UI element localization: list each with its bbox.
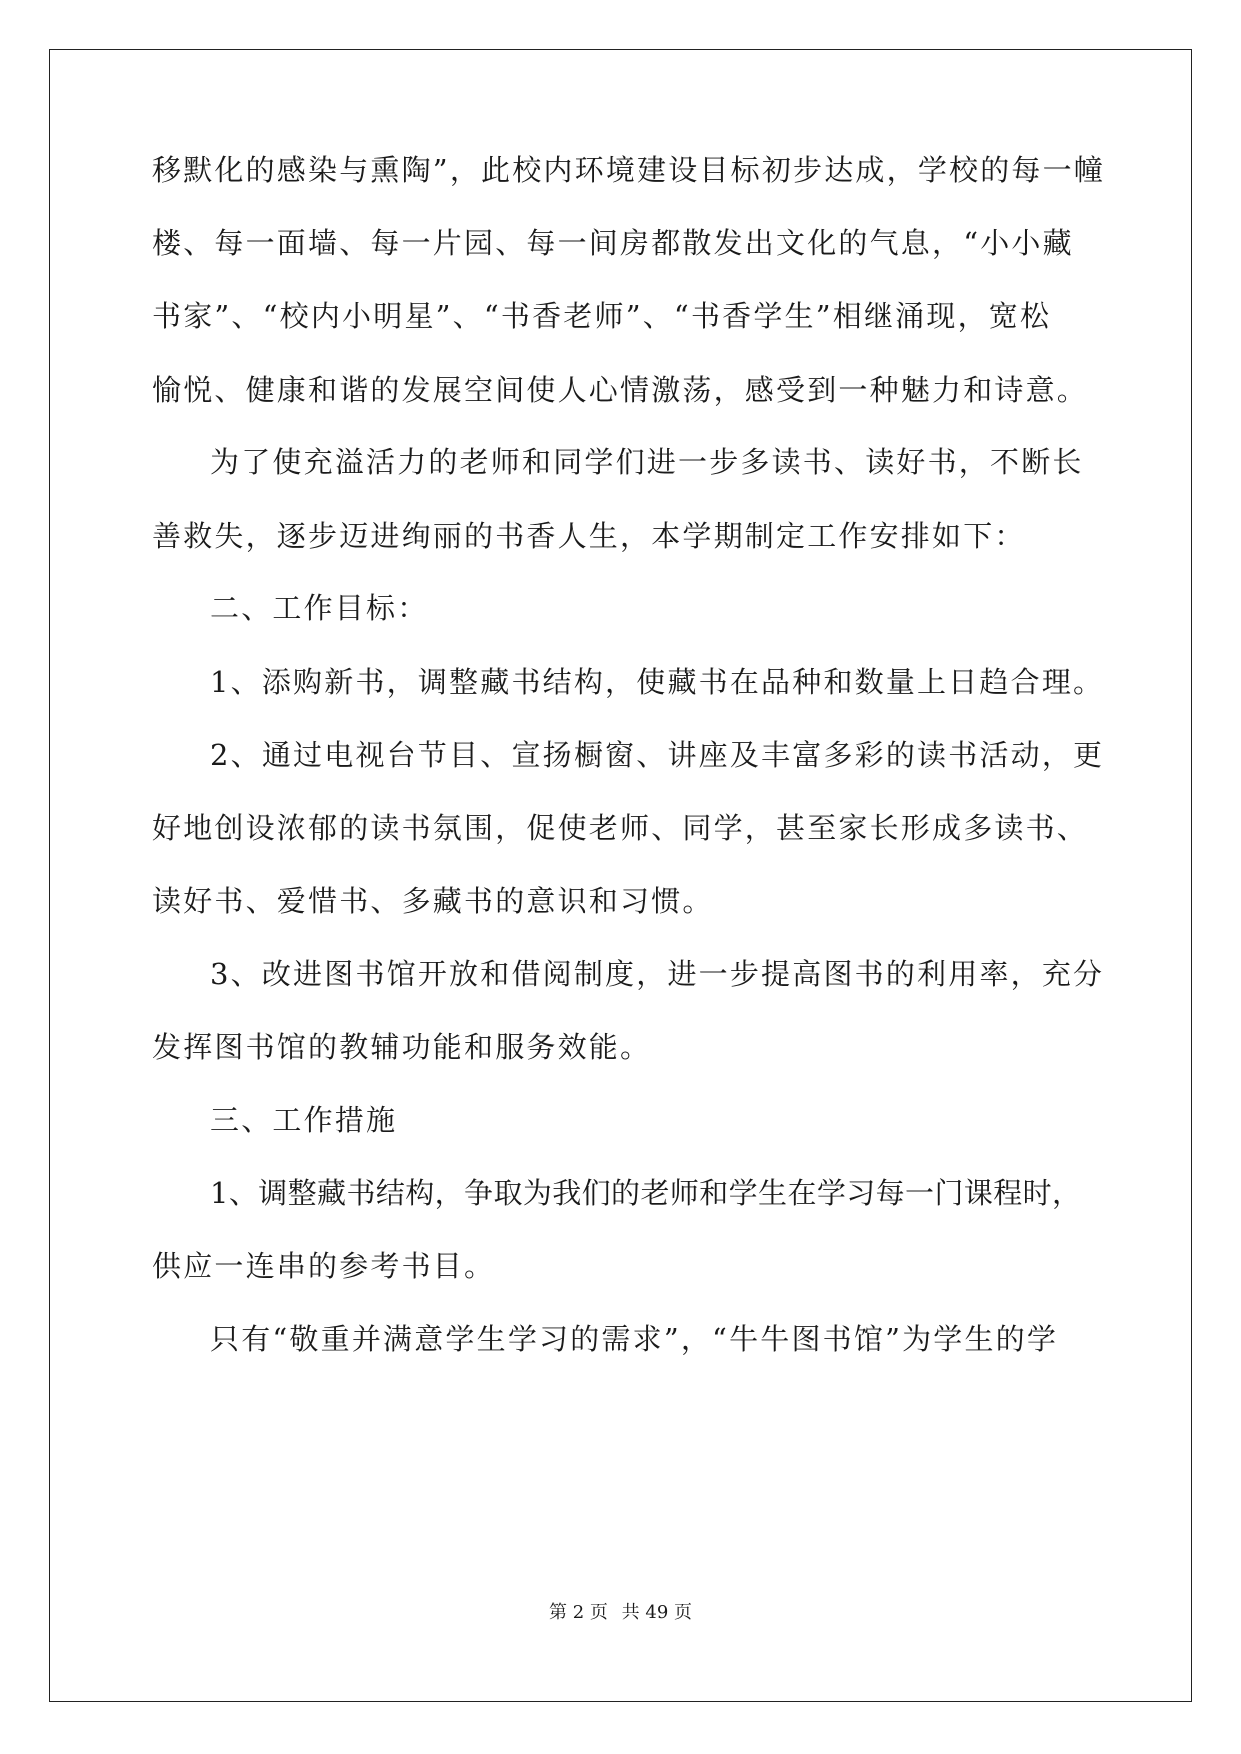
text-line: 愉悦、健康和谐的发展空间使人心情激荡，感受到一种魅力和诗意。 — [152, 373, 1089, 407]
text-line: 楼、每一面墙、每一片园、每一间房都散发出文化的气息，“小小藏 — [152, 226, 1074, 260]
page-footer — [0, 1598, 1241, 1624]
page-number: 第 2 页 — [549, 1602, 608, 1623]
paragraph-first-line: 2、通过电视台节目、宣扬橱窗、讲座及丰富多彩的读书活动，更 — [210, 738, 1105, 772]
page-total: 共 49 页 — [621, 1602, 692, 1623]
text-line: 供应一连串的参考书目。 — [152, 1249, 496, 1283]
text-line: 发挥图书馆的教辅功能和服务效能。 — [152, 1030, 652, 1064]
text-line: 读好书、爱惜书、多藏书的意识和习惯。 — [152, 884, 714, 918]
text-line: 书家”、“校内小明星”、“书香老师”、“书香学生”相继涌现，宽松 — [152, 299, 1052, 333]
text-line: 好地创设浓郁的读书氛围，促使老师、同学，甚至家长形成多读书、 — [152, 811, 1089, 845]
text-line: 移默化的感染与熏陶”，此校内环境建设目标初步达成，学校的每一幢 — [152, 153, 1106, 187]
section-heading: 三、工作措施 — [210, 1103, 398, 1137]
paragraph-first-line: 为了使充溢活力的老师和同学们进一步多读书、读好书，不断长 — [210, 445, 1084, 479]
text-line: 善救失，逐步迈进绚丽的书香人生，本学期制定工作安排如下： — [152, 519, 1026, 553]
section-heading: 二、工作目标： — [210, 591, 429, 625]
paragraph-first-line: 3、改进图书馆开放和借阅制度，进一步提高图书的利用率，充分 — [210, 957, 1105, 991]
paragraph-first-line: 1、调整藏书结构，争取为我们的老师和学生在学习每一门课程时， — [210, 1176, 1082, 1210]
paragraph-first-line: 1、添购新书，调整藏书结构，使藏书在品种和数量上日趋合理。 — [210, 665, 1105, 699]
paragraph-first-line: 只有“敬重并满意学生学习的需求”，“牛牛图书馆”为学生的学 — [210, 1322, 1059, 1356]
